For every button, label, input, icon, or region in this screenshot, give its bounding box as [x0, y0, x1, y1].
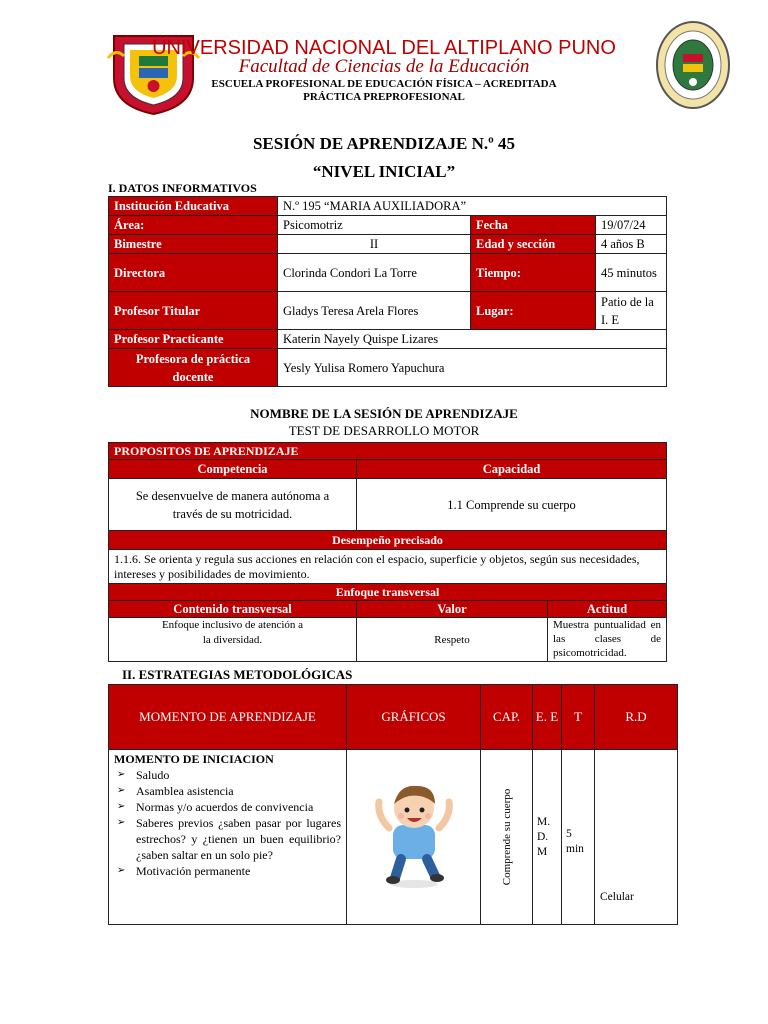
list-item: ➢ Motivación permanente: [114, 863, 341, 879]
rd-value: Celular: [595, 750, 678, 925]
titular-value: Gladys Teresa Arela Flores: [278, 292, 471, 330]
desempeno-value: 1.1.6. Se orienta y regula sus acciones en relación con el espacio, superficie y objetos, según sus necesidades, intereses y posibilidades de movimiento.: [109, 550, 667, 584]
col-momento: MOMENTO DE APRENDIZAJE: [109, 685, 347, 750]
estrategias-table: [108, 684, 678, 925]
propositos-heading: PROPOSITOS DE APRENDIZAJE: [109, 443, 667, 460]
lugar-label: Lugar:: [471, 292, 596, 330]
competencia-label: Competencia: [109, 460, 357, 479]
jumping-child-illustration: [369, 780, 459, 890]
directora-value: Clorinda Condori La Torre: [278, 254, 471, 292]
col-graficos: GRÁFICOS: [347, 685, 481, 750]
capacidad-label: Capacidad: [357, 460, 667, 479]
edad-label: Edad y sección: [471, 235, 596, 254]
school-name: ESCUELA PROFESIONAL DE EDUCACIÓN FÍSICA – ACREDITADA: [211, 78, 557, 90]
docente-label: Profesora de práctica docente: [109, 349, 278, 387]
list-item: ➢ Saludo: [114, 767, 341, 783]
col-t: T: [562, 685, 595, 750]
practice-label: PRÁCTICA PREPROFESIONAL: [303, 91, 465, 103]
list-item: ➢ Asamblea asistencia: [114, 783, 341, 799]
list-item: ➢ Normas y/o acuerdos de convivencia: [114, 799, 341, 815]
fecha-value: 19/07/24: [596, 216, 667, 235]
contenido-value: Enfoque inclusivo de atención a la diversidad.: [109, 618, 357, 662]
momento-title: MOMENTO DE INICIACION: [114, 752, 274, 766]
nombre-value: TEST DE DESARROLLO MOTOR: [288, 423, 480, 438]
enfoque-label: Enfoque transversal: [109, 584, 667, 601]
momento-list: [114, 767, 341, 879]
momento-cell: [109, 750, 347, 925]
datos-table: [108, 196, 667, 387]
lugar-value: Patio de la I. E: [596, 292, 667, 330]
cap-value: Comprende su cuerpo: [500, 788, 513, 886]
fecha-label: Fecha: [471, 216, 596, 235]
col-rd: R.D: [595, 685, 678, 750]
area-value: Psicomotriz: [278, 216, 471, 235]
docente-value: Yesly Yulisa Romero Yapuchura: [278, 349, 667, 387]
practicante-value: Katerin Nayely Quispe Lizares: [278, 330, 667, 349]
valor-value: Respeto: [357, 618, 548, 662]
faculty-name: Facultad de Ciencias de la Educación: [238, 56, 530, 77]
col-ee: E. E: [533, 685, 562, 750]
estrategias-heading: II. ESTRATEGIAS METODOLÓGICAS: [122, 667, 353, 682]
graficos-cell: [347, 750, 481, 925]
practicante-label: Profesor Practicante: [109, 330, 278, 349]
capacidad-value: 1.1 Comprende su cuerpo: [357, 479, 667, 531]
tiempo-label: Tiempo:: [471, 254, 596, 292]
area-label: Área:: [109, 216, 278, 235]
cap-cell: [481, 750, 533, 925]
actitud-label: Actitud: [548, 601, 667, 618]
contenido-label: Contenido transversal: [109, 601, 357, 618]
actitud-value: Muestra puntualidad en las clases de psicomotricidad.: [548, 618, 667, 662]
titular-label: Profesor Titular: [109, 292, 278, 330]
bimestre-value: II: [278, 235, 471, 254]
datos-heading: I. DATOS INFORMATIVOS: [108, 181, 257, 195]
propositos-table: [108, 442, 667, 662]
edad-value: 4 años B: [596, 235, 667, 254]
bimestre-label: Bimestre: [109, 235, 278, 254]
inst-value: N.º 195 “MARIA AUXILIADORA”: [278, 197, 667, 216]
competencia-value: Se desenvuelve de manera autónoma a través de su motricidad.: [109, 479, 357, 531]
valor-label: Valor: [357, 601, 548, 618]
university-name: UNIVERSIDAD NACIONAL DEL ALTIPLANO PUNO: [152, 37, 616, 59]
level-title: “NIVEL INICIAL”: [312, 162, 456, 181]
t-value: 5 min: [562, 750, 595, 925]
list-item: ➢ Saberes previos ¿saben pasar por lugares estrechos? y ¿tienen un buen equilibrio? ¿saben saltar en un solo pie?: [114, 815, 341, 863]
col-cap: CAP.: [481, 685, 533, 750]
ee-value: M. D. M: [533, 750, 562, 925]
tiempo-value: 45 minutos: [596, 254, 667, 292]
nombre-heading: NOMBRE DE LA SESIÓN DE APRENDIZAJE: [250, 406, 518, 421]
directora-label: Directora: [109, 254, 278, 292]
desempeno-label: Desempeño precisado: [109, 531, 667, 550]
inst-label: Institución Educativa: [109, 197, 278, 216]
session-title: SESIÓN DE APRENDIZAJE N.º 45: [252, 134, 516, 153]
